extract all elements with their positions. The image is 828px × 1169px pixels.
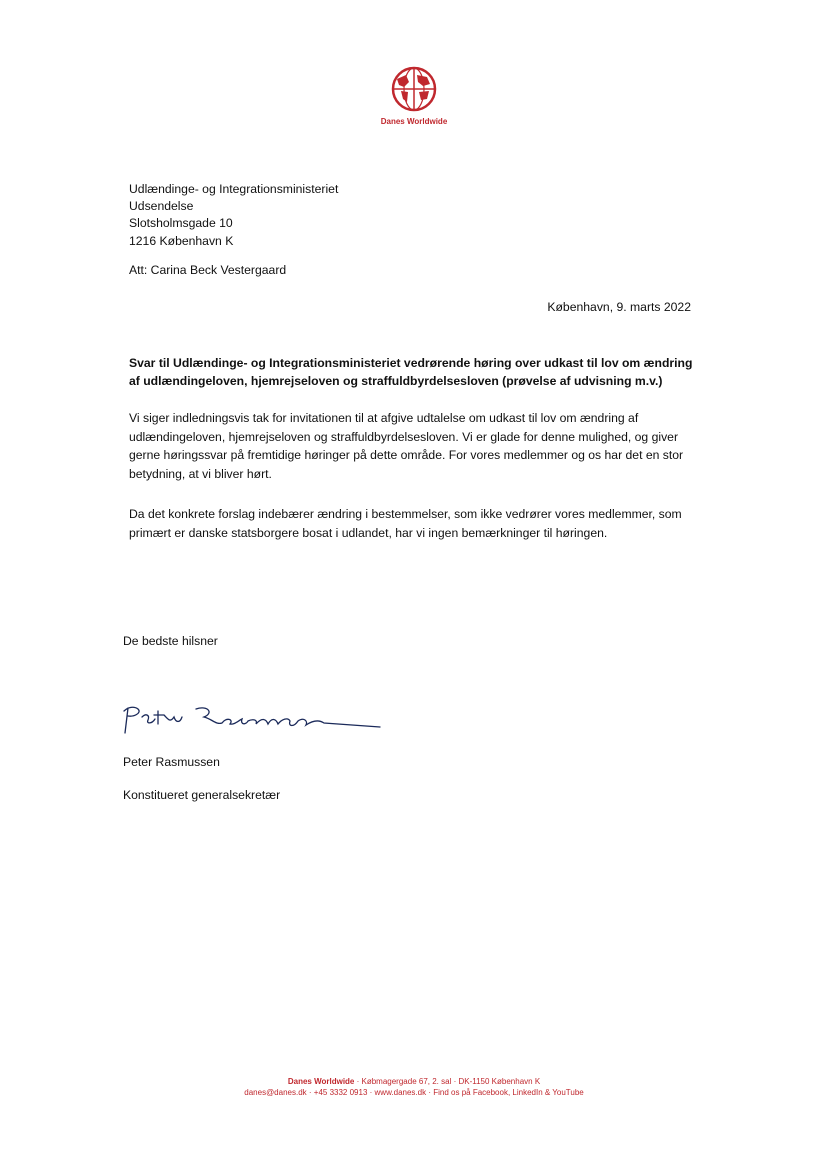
logo-organization-name: Danes Worldwide bbox=[380, 117, 448, 126]
footer-address: Købmagergade 67, 2. sal bbox=[361, 1077, 452, 1086]
signer-name: Peter Rasmussen bbox=[123, 755, 220, 769]
recipient-line: Udlændinge- og Integrationsministeriet bbox=[129, 182, 339, 196]
footer-line-contact: danes@danes.dk · +45 3332 0913 · www.danes.dk · Find os på Facebook, LinkedIn & YouTube bbox=[244, 1088, 584, 1097]
footer-email-link[interactable]: danes@danes.dk bbox=[244, 1088, 307, 1097]
closing-salutation: De bedste hilsner bbox=[123, 634, 218, 648]
handwritten-signature bbox=[118, 697, 388, 739]
footer-organization: Danes Worldwide bbox=[287, 1077, 355, 1086]
footer-social: Find os på Facebook, LinkedIn & YouTube bbox=[433, 1088, 584, 1097]
recipient-line: Udsendelse bbox=[129, 199, 194, 214]
footer-website-link[interactable]: www.danes.dk bbox=[374, 1088, 427, 1097]
footer-phone: +45 3332 0913 bbox=[313, 1088, 368, 1097]
attention-line: Att: Carina Beck Vestergaard bbox=[129, 263, 287, 277]
recipient-address bbox=[129, 181, 338, 250]
recipient-line: Slotsholmsgade 10 bbox=[129, 216, 233, 231]
footer-postal: DK-1150 København K bbox=[458, 1077, 541, 1086]
letter-subject: Svar til Udlændinge- og Integrationsministeriet vedrørende høring over udkast til lov om ændring af udlændingeloven, hjemrejseloven og straffuldbyrdelsesloven (prøvelse af udvisning m.v.) bbox=[129, 356, 693, 388]
globe-logo-icon bbox=[386, 66, 442, 116]
body-paragraph: Vi siger indledningsvis tak for invitationen til at afgive udtalelse om udkast til lov om ændring af udlændingeloven, hjemrejseloven og straffuldbyrdelsesloven. Vi er glade for denne mulighed, og giver gerne høringssvar på fremtidige høringer på dette område. For vores medlemmer og os har det en stor betydning, at vi bliver hørt. bbox=[129, 411, 684, 481]
footer-line-address: Danes Worldwide · Købmagergade 67, 2. sal · DK-1150 København K bbox=[287, 1077, 541, 1086]
letter-date: København, 9. marts 2022 bbox=[547, 300, 691, 314]
signer-title: Konstitueret generalsekretær bbox=[123, 788, 281, 802]
letter-footer bbox=[0, 1076, 828, 1098]
recipient-line: 1216 København K bbox=[129, 233, 234, 248]
body-paragraph: Da det konkrete forslag indebærer ændring i bestemmelser, som ikke vedrører vores medlemmer, som primært er danske statsborgere bosat i udlandet, har vi ingen bemærkninger til høringen. bbox=[129, 507, 682, 540]
